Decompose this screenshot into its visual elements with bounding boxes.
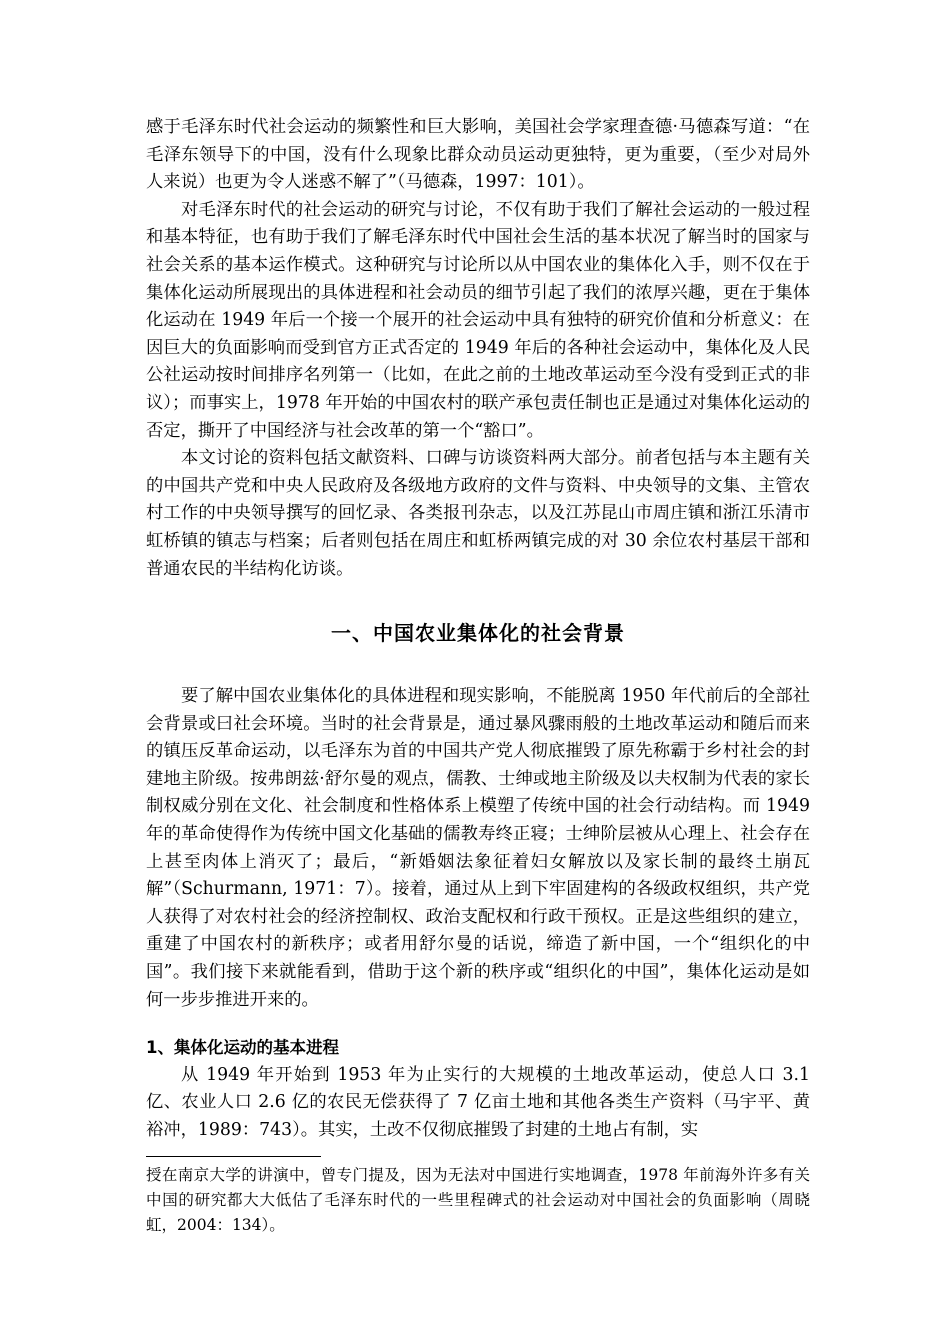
paragraph-sources: 本文讨论的资料包括文献资料、口碑与访谈资料两大部分。前者包括与本主题有关的中国共产党和中央人民政府及各级地方政府的文件与资料、中央领导的文集、主管农村工作的中央领导撰写的回忆录、各类报刊杂志，以及江苏昆山市周庄镇和浙江乐清市虹桥镇的镇志与档案；后者则包括在周庄和虹桥两镇完成的对 30 余位农村基层干部和普通农民的半结构化访谈。 <box>146 448 810 579</box>
body-text <box>146 114 810 1145</box>
section-title: 一、中国农业集体化的社会背景 <box>331 621 625 646</box>
paragraph-land-reform: 从 1949 年开始到 1953 年为止实行的大规模的土地改革运动，使总人口 3.1 亿、农业人口 2.6 亿的农民无偿获得了 7 亿亩土地和其他各类生产资料（马宇平、黄裕冲，1989：743）。其实，土改不仅彻底摧毁了封建的土地占有制，实 <box>146 1064 810 1140</box>
footnote: 授在南京大学的讲演中，曾专门提及，因为无法对中国进行实地调查，1978 年前海外许多有关中国的研究都大大低估了毛泽东时代的一些里程碑式的社会运动对中国社会的负面影响（周晓虹，2004：134）。 <box>146 1166 810 1234</box>
paragraph-madsen-quote: 感于毛泽东时代社会运动的频繁性和巨大影响，美国社会学家理查德·马德森写道：“在毛泽东领导下的中国，没有什么现象比群众动员运动更独特，更为重要，（至少对局外人来说）也更为令人迷惑不解了”（马德森，1997：101）。 <box>146 117 810 193</box>
footnote-divider <box>146 1156 321 1157</box>
paragraph-research-significance: 对毛泽东时代的社会运动的研究与讨论，不仅有助于我们了解社会运动的一般过程和基本特征，也有助于我们了解毛泽东时代中国社会生活的基本状况了解当时的国家与社会关系的基本运作模式。这种研究与讨论所以从中国农业的集体化入手，则不仅在于集体化运动所展现出的具体进程和社会动员的细节引起了我们的浓厚兴趣，更在于集体化运动在 1949 年后一个接一个展开的社会运动中具有独特的研究价值和分析意义：在因巨大的负面影响而受到官方正式否定的 1949 年后的各种社会运动中，集体化及人民公社运动按时间排序名列第一（比如，在此之前的土地改革运动至今没有受到正式的非议）；而事实上，1978 年开始的中国农村的联产承包责任制也正是通过对集体化运动的否定，撕开了中国经济与社会改革的第一个“豁口”。 <box>146 199 810 441</box>
subsection-title: 1、集体化运动的基本进程 <box>146 1038 339 1058</box>
paragraph-social-background: 要了解中国农业集体化的具体进程和现实影响，不能脱离 1950 年代前后的全部社会背景或曰社会环境。当时的社会背景是，通过暴风骤雨般的土地改革运动和随后而来的镇压反革命运动，以毛泽东为首的中国共产党人彻底摧毁了原先称霸于乡村社会的封建地主阶级。按弗朗兹·舒尔曼的观点，儒教、士绅或地主阶级及以夫权制为代表的家长制权威分别在文化、社会制度和性格体系上模塑了传统中国的社会行动结构。而 1949 年的革命使得作为传统中国文化基础的儒教寿终正寝；士绅阶层被从心理上、社会存在上甚至肉体上消灭了；最后，“新婚姻法象征着妇女解放以及家长制的最终土崩瓦解”（Schurmann, 1971：7）。接着，通过从上到下牢固建构的各级政权组织，共产党人获得了对农村社会的经济控制权、政治支配权和行政干预权。正是这些组织的建立，重建了中国农村的新秩序；或者用舒尔曼的话说，缔造了新中国，一个“组织化的中国”。我们接下来就能看到，借助于这个新的秩序或“组织化的中国”，集体化运动是如何一步步推进开来的。 <box>146 686 810 1010</box>
